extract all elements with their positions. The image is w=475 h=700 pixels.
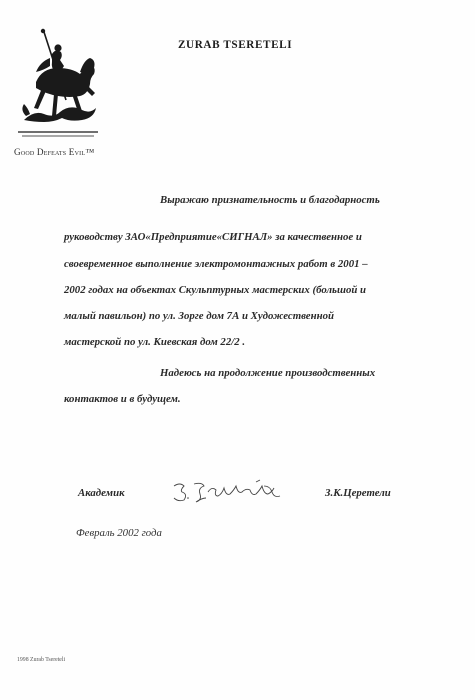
handwritten-signature: [168, 476, 298, 506]
signer-title: Академик: [78, 487, 125, 499]
saint-george-logo-icon: [14, 28, 102, 138]
signer-name: З.К.Церетели: [325, 487, 391, 499]
footer-copyright: 1998 Zurab Tsereteli: [17, 657, 66, 663]
letter-line: своевременное выполнение электромонтажных работ в 2001 –: [64, 258, 368, 270]
logo-caption: [14, 147, 94, 157]
letter-line: Надеюсь на продолжение производственных: [160, 367, 376, 379]
letter-line: малый павильон) по ул. Зорге дом 7А и Художественной: [64, 310, 334, 322]
brand-title: ZURAB TSERETELI: [178, 39, 293, 51]
letter-line: руководству ЗАО«Предприятие«СИГНАЛ» за качественное и: [64, 231, 362, 243]
letter-line: Выражаю признательность и благодарность: [160, 194, 380, 206]
letter-line: 2002 годах на объектах Скульптурных мастерских (большой и: [64, 284, 367, 296]
logo-caption-text: Good Defeats Evil™: [14, 147, 95, 157]
letter-line: контактов и в будущем.: [64, 393, 181, 405]
letter-date: Февраль 2002 года: [76, 527, 162, 539]
letter-line: мастерской по ул. Киевская дом 22/2 .: [64, 336, 246, 348]
